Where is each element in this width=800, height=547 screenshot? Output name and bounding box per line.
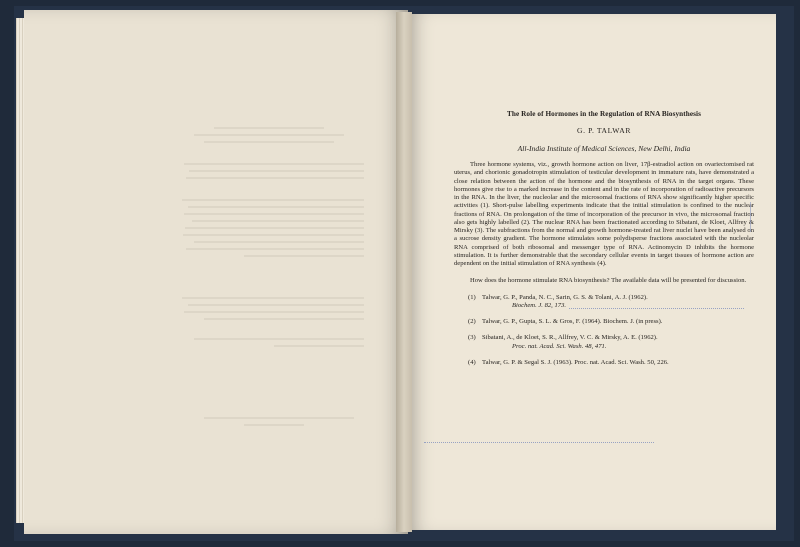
reference-main: Talwar, G. P., Panda, N. C., Sarin, G. S. & Tolani, A. J. (1962). (482, 293, 648, 301)
paper-title: The Role of Hormones in the Regulation of RNA Biosynthesis (506, 110, 702, 118)
reference-main: Talwar, G. P. & Segal S. J. (1963). Proc. nat. Acad. Sci. Wash. 50, 226. (482, 358, 669, 366)
reference-item (468, 318, 754, 326)
reference-main: Talwar, G. P., Gupta, S. L. & Gros, F. (1964). Biochem. J. (in press). (482, 318, 663, 325)
discussion-paragraph: How does the hormone stimulate RNA biosynthesis? The available data will be presented for discussion. (470, 277, 747, 285)
reference-journal: Biochem. J. 82, 173. (512, 301, 567, 309)
book-gutter (396, 12, 412, 532)
right-page (404, 14, 776, 530)
margin-scribble (750, 202, 771, 232)
handwritten-scribble (569, 300, 744, 309)
reference-number: (4) (468, 358, 476, 366)
paper-affiliation: All-India Institute of Medical Sciences, New Delhi, India (517, 144, 691, 153)
reference-item (468, 334, 754, 351)
reference-number: (1) (468, 293, 476, 301)
reference-main: Sibatani, A., de Kloet, S. R., Allfrey, V. C. & Mirsky, A. E. (1962). (482, 334, 658, 342)
paper-author: G. P. TALWAR (577, 126, 631, 135)
reference-number: (2) (468, 318, 476, 325)
reference-number: (3) (468, 334, 476, 342)
abstract-paragraph: Three hormone systems, viz., growth hormone action on liver, 17β-estradiol action on ovariectomised rat uterus, and chorionic gonadotropin stimulation of testicular development in immature rats, have demonstrated a close relation between the action of the hormone and the biosynthesis of RNA in the target organs. These hormones give rise to a marked increase in the content and in the rate of incorporation of radioactive precursors in the RNA. In the liver, the nucleolar and the microsomal fractions of RNA show significantly higher specific activities (1). Short-pulse labelling experiments indicate that the initial stimulation is confined to the nuclear fractions of RNA. On prolongation of the time of incorporation of the precursor in vivo, the microsomal fraction also gets highly labelled (2). The nuclear RNA has been fractionated according to Sibatani, de Kloet, Allfrey & Mirsky (3). The subfractions from the normal and growth hormone-treated rat liver nuclei have been analysed on a sucrose density gradient. The hormone stimulates some polydisperse fractions associated with the nucleolar RNA comprised of both ribosomal and messenger type of RNA. Actinomycin D inhibits the hormone stimulation. It is further demonstrable that the secondary cellular events in target tissues of hormone action are dependent on the initial stimulation of RNA synthesis (4). (454, 161, 754, 267)
handwritten-scribble (424, 432, 654, 443)
reference-item (468, 359, 754, 367)
show-through-text (174, 122, 364, 431)
left-page (24, 10, 408, 534)
reference-journal: Proc. nat. Acad. Sci. Wash. 48, 471. (512, 342, 607, 350)
abstract-content (454, 110, 754, 375)
